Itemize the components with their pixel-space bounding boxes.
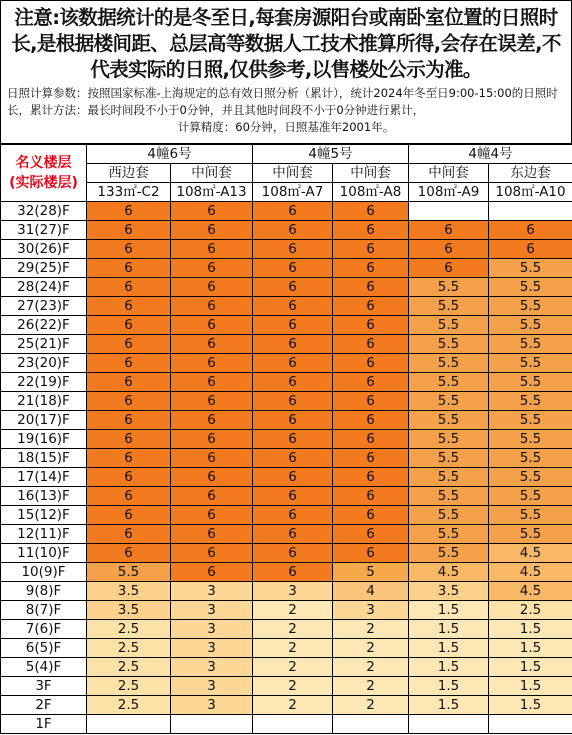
sunlight-hours-cell — [409, 202, 489, 221]
sunlight-hours-cell: 1.5 — [489, 696, 572, 715]
sunlight-hours-cell: 6 — [171, 335, 253, 354]
sunlight-hours-cell: 3.5 — [87, 582, 171, 601]
sunlight-hours-cell: 2 — [253, 601, 333, 620]
floor-label: 20(17)F — [1, 411, 87, 430]
table-row — [1, 316, 572, 335]
sunlight-hours-cell: 4.5 — [409, 563, 489, 582]
table-row — [1, 677, 572, 696]
sunlight-hours-cell: 5.5 — [489, 487, 572, 506]
sunlight-hours-cell: 6 — [333, 278, 409, 297]
sunlight-hours-cell: 6 — [171, 430, 253, 449]
unit-type: 108㎡-A8 — [333, 183, 409, 202]
sunlight-hours-cell: 6 — [333, 259, 409, 278]
sunlight-hours-cell: 5 — [333, 563, 409, 582]
sunlight-hours-cell: 6 — [87, 449, 171, 468]
sunlight-hours-cell: 6 — [87, 392, 171, 411]
floor-label: 27(23)F — [1, 297, 87, 316]
sunlight-hours-cell: 3 — [171, 677, 253, 696]
sunlight-hours-cell: 3 — [171, 601, 253, 620]
sunlight-hours-cell: 1.5 — [409, 639, 489, 658]
sunlight-hours-cell: 5.5 — [489, 411, 572, 430]
sunlight-hours-cell: 6 — [253, 506, 333, 525]
table-row — [1, 544, 572, 563]
sunlight-hours-cell: 6 — [253, 240, 333, 259]
table-row — [1, 525, 572, 544]
sunlight-hours-cell: 6 — [409, 240, 489, 259]
sunlight-hours-cell: 5.5 — [409, 392, 489, 411]
sunlight-hours-cell: 6 — [333, 430, 409, 449]
floor-label: 16(13)F — [1, 487, 87, 506]
sunlight-hours-cell: 6 — [171, 487, 253, 506]
sunlight-hours-cell: 3 — [171, 658, 253, 677]
unit-position: 中间套 — [171, 164, 253, 183]
sunlight-hours-cell: 6 — [171, 392, 253, 411]
sunlight-table — [0, 144, 572, 734]
floor-label: 30(26)F — [1, 240, 87, 259]
sunlight-hours-cell: 5.5 — [489, 316, 572, 335]
sunlight-hours-cell: 6 — [253, 392, 333, 411]
sunlight-hours-cell: 5.5 — [489, 335, 572, 354]
unit-position: 中间套 — [333, 164, 409, 183]
floor-label: 18(15)F — [1, 449, 87, 468]
sunlight-hours-cell: 1.5 — [489, 639, 572, 658]
unit-type: 108㎡-A10 — [489, 183, 572, 202]
sunlight-hours-cell: 5.5 — [409, 468, 489, 487]
sunlight-hours-cell: 5.5 — [489, 525, 572, 544]
floor-label: 23(20)F — [1, 354, 87, 373]
unit-type-row — [1, 183, 572, 202]
building-header-row — [1, 145, 572, 164]
sunlight-hours-cell: 3 — [253, 582, 333, 601]
sunlight-hours-cell: 6 — [333, 392, 409, 411]
sunlight-hours-cell: 6 — [253, 525, 333, 544]
table-row — [1, 202, 572, 221]
sunlight-hours-cell: 6 — [253, 544, 333, 563]
sunlight-hours-cell: 2.5 — [87, 658, 171, 677]
table-row — [1, 297, 572, 316]
floor-label: 9(8)F — [1, 582, 87, 601]
sunlight-hours-cell: 6 — [253, 468, 333, 487]
sunlight-hours-cell: 6 — [333, 487, 409, 506]
floor-label: 7(6)F — [1, 620, 87, 639]
sunlight-hours-cell: 5.5 — [489, 392, 572, 411]
sunlight-hours-cell: 6 — [253, 449, 333, 468]
sunlight-hours-cell: 1.5 — [409, 620, 489, 639]
sunlight-hours-cell: 5.5 — [409, 430, 489, 449]
sunlight-hours-cell: 6 — [87, 202, 171, 221]
sunlight-hours-cell: 1.5 — [409, 696, 489, 715]
sunlight-hours-cell: 6 — [171, 278, 253, 297]
table-row — [1, 449, 572, 468]
sunlight-hours-cell: 6 — [253, 487, 333, 506]
sunlight-hours-cell: 1.5 — [409, 658, 489, 677]
sunlight-hours-cell: 4.5 — [489, 563, 572, 582]
sunlight-hours-cell: 4 — [333, 582, 409, 601]
table-row — [1, 335, 572, 354]
table-row — [1, 715, 572, 734]
sunlight-hours-cell: 6 — [333, 468, 409, 487]
sunlight-hours-cell: 6 — [171, 544, 253, 563]
sunlight-hours-cell: 2 — [333, 639, 409, 658]
unit-position: 中间套 — [409, 164, 489, 183]
sunlight-hours-cell: 6 — [87, 316, 171, 335]
table-row — [1, 430, 572, 449]
sunlight-hours-cell: 2.5 — [87, 620, 171, 639]
unit-position: 中间套 — [253, 164, 333, 183]
sunlight-hours-cell: 6 — [171, 221, 253, 240]
table-row — [1, 240, 572, 259]
floor-label: 29(25)F — [1, 259, 87, 278]
sunlight-hours-cell: 6 — [87, 430, 171, 449]
table-row — [1, 582, 572, 601]
sunlight-hours-cell: 5.5 — [409, 506, 489, 525]
sunlight-hours-cell: 6 — [171, 202, 253, 221]
floor-label: 17(14)F — [1, 468, 87, 487]
table-row — [1, 259, 572, 278]
sunlight-hours-cell: 6 — [333, 297, 409, 316]
sunlight-hours-cell: 6 — [253, 316, 333, 335]
sunlight-hours-cell: 6 — [87, 354, 171, 373]
sunlight-hours-cell: 6 — [253, 259, 333, 278]
sunlight-hours-cell: 5.5 — [409, 278, 489, 297]
sunlight-hours-cell — [171, 715, 253, 734]
sunlight-hours-cell — [87, 715, 171, 734]
table-row — [1, 601, 572, 620]
sunlight-hours-cell: 6 — [171, 506, 253, 525]
sunlight-hours-cell: 5.5 — [409, 297, 489, 316]
table-row — [1, 620, 572, 639]
floor-label: 32(28)F — [1, 202, 87, 221]
sunlight-hours-cell: 2 — [253, 639, 333, 658]
floor-column-header — [1, 145, 87, 202]
table-body — [1, 202, 572, 734]
unit-type: 133㎡-C2 — [87, 183, 171, 202]
sunlight-hours-cell: 2 — [333, 696, 409, 715]
sunlight-hours-cell: 6 — [87, 240, 171, 259]
floor-label: 28(24)F — [1, 278, 87, 297]
unit-position: 东边套 — [489, 164, 572, 183]
sunlight-hours-cell: 6 — [409, 221, 489, 240]
sunlight-hours-cell: 5.5 — [409, 449, 489, 468]
sunlight-hours-cell: 5.5 — [409, 525, 489, 544]
sunlight-hours-cell: 2.5 — [489, 601, 572, 620]
sunlight-hours-cell: 6 — [171, 525, 253, 544]
sunlight-hours-cell: 6 — [87, 335, 171, 354]
sunlight-hours-cell — [489, 202, 572, 221]
sunlight-hours-cell: 2.5 — [87, 696, 171, 715]
floor-label: 31(27)F — [1, 221, 87, 240]
sunlight-hours-cell: 6 — [87, 411, 171, 430]
sunlight-hours-cell: 5.5 — [489, 449, 572, 468]
table-row — [1, 487, 572, 506]
table-row — [1, 392, 572, 411]
sunlight-hours-cell: 3 — [171, 696, 253, 715]
sunlight-hours-cell: 6 — [409, 259, 489, 278]
sunlight-hours-cell: 6 — [87, 278, 171, 297]
table-row — [1, 563, 572, 582]
sunlight-hours-cell: 6 — [333, 354, 409, 373]
sunlight-hours-cell: 5.5 — [409, 544, 489, 563]
floor-label: 22(19)F — [1, 373, 87, 392]
floor-label: 11(10)F — [1, 544, 87, 563]
sunlight-hours-cell — [333, 715, 409, 734]
floor-label: 1F — [1, 715, 87, 734]
floor-label: 10(9)F — [1, 563, 87, 582]
sunlight-hours-cell: 5.5 — [409, 411, 489, 430]
sunlight-hours-cell: 6 — [87, 221, 171, 240]
sunlight-hours-cell: 6 — [171, 373, 253, 392]
sunlight-hours-cell: 5.5 — [489, 430, 572, 449]
sunlight-hours-cell: 6 — [333, 240, 409, 259]
unit-type: 108㎡-A7 — [253, 183, 333, 202]
sunlight-hours-cell: 5.5 — [489, 373, 572, 392]
sunlight-hours-cell: 6 — [253, 373, 333, 392]
notice-main-text: 注意:该数据统计的是冬至日,每套房源阳台或南卧室位置的日照时长,是根据楼间距、总层高等数据人工技术推算所得,会存在误差,不代表实际的日照,仅供参考,以售楼处公示为准。 — [11, 6, 561, 81]
sunlight-hours-cell — [489, 715, 572, 734]
sunlight-hours-cell: 6 — [171, 468, 253, 487]
sunlight-hours-cell: 5.5 — [409, 373, 489, 392]
sunlight-hours-cell: 6 — [253, 202, 333, 221]
sunlight-hours-cell — [253, 715, 333, 734]
sunlight-hours-cell: 6 — [253, 563, 333, 582]
floor-label: 12(11)F — [1, 525, 87, 544]
sunlight-hours-cell: 6 — [253, 430, 333, 449]
table-row — [1, 221, 572, 240]
sunlight-hours-cell: 1.5 — [489, 677, 572, 696]
sunlight-hours-cell: 6 — [171, 240, 253, 259]
sunlight-hours-cell: 6 — [87, 259, 171, 278]
sunlight-hours-cell: 2 — [333, 677, 409, 696]
sunlight-hours-cell: 6 — [171, 449, 253, 468]
floor-label: 3F — [1, 677, 87, 696]
sunlight-hours-cell: 2.5 — [87, 677, 171, 696]
sunlight-hours-cell: 6 — [87, 373, 171, 392]
sunlight-hours-cell: 6 — [333, 449, 409, 468]
floor-label: 5(4)F — [1, 658, 87, 677]
notice-panel — [0, 0, 572, 144]
sunlight-hours-cell: 4.5 — [489, 544, 572, 563]
sunlight-hours-cell: 6 — [253, 297, 333, 316]
sunlight-hours-cell: 6 — [253, 335, 333, 354]
sunlight-hours-cell: 4.5 — [489, 582, 572, 601]
sunlight-hours-cell — [409, 715, 489, 734]
sunlight-hours-cell: 1.5 — [409, 677, 489, 696]
floor-label: 15(12)F — [1, 506, 87, 525]
floor-label: 25(21)F — [1, 335, 87, 354]
sunlight-hours-cell: 5.5 — [489, 259, 572, 278]
sunlight-hours-cell: 6 — [253, 354, 333, 373]
sunlight-hours-cell: 6 — [333, 411, 409, 430]
sunlight-hours-cell: 2 — [253, 620, 333, 639]
sunlight-hours-cell: 5.5 — [409, 487, 489, 506]
sunlight-hours-cell: 6 — [87, 544, 171, 563]
sunlight-hours-cell: 6 — [489, 221, 572, 240]
sunlight-hours-cell: 6 — [333, 544, 409, 563]
sunlight-hours-cell: 6 — [87, 297, 171, 316]
sunlight-hours-cell: 6 — [87, 506, 171, 525]
table-row — [1, 354, 572, 373]
table-row — [1, 696, 572, 715]
sunlight-hours-cell: 6 — [171, 316, 253, 335]
table-row — [1, 411, 572, 430]
sunlight-hours-cell: 6 — [333, 373, 409, 392]
building-header: 4幢5号 — [253, 145, 409, 164]
sunlight-hours-cell: 1.5 — [489, 620, 572, 639]
floor-label: 2F — [1, 696, 87, 715]
sunlight-hours-cell: 6 — [171, 259, 253, 278]
unit-position: 西边套 — [87, 164, 171, 183]
sunlight-hours-cell: 6 — [333, 221, 409, 240]
floor-label: 8(7)F — [1, 601, 87, 620]
sunlight-hours-cell: 2 — [253, 677, 333, 696]
sunlight-hours-cell: 6 — [171, 297, 253, 316]
sunlight-hours-cell: 6 — [171, 563, 253, 582]
building-header: 4幢6号 — [87, 145, 253, 164]
sunlight-hours-cell: 6 — [333, 525, 409, 544]
table-row — [1, 506, 572, 525]
table-row — [1, 278, 572, 297]
sunlight-hours-cell: 3.5 — [409, 582, 489, 601]
sunlight-hours-cell: 5.5 — [489, 278, 572, 297]
sunlight-hours-cell: 3 — [171, 620, 253, 639]
sunlight-hours-cell: 6 — [171, 354, 253, 373]
sunlight-hours-cell: 5.5 — [489, 468, 572, 487]
sunlight-hours-cell: 3.5 — [87, 601, 171, 620]
sunlight-hours-cell: 1.5 — [489, 658, 572, 677]
building-header: 4幢4号 — [409, 145, 572, 164]
sunlight-hours-cell: 6 — [87, 487, 171, 506]
sunlight-hours-cell: 5.5 — [409, 316, 489, 335]
sunlight-hours-cell: 2 — [333, 658, 409, 677]
table-row — [1, 468, 572, 487]
table-row — [1, 658, 572, 677]
sunlight-hours-cell: 2.5 — [87, 639, 171, 658]
sunlight-hours-cell: 6 — [333, 316, 409, 335]
sunlight-hours-cell: 6 — [489, 240, 572, 259]
floor-label: 26(22)F — [1, 316, 87, 335]
sunlight-hours-cell: 2 — [253, 696, 333, 715]
sunlight-hours-cell: 3 — [171, 582, 253, 601]
sunlight-hours-cell: 6 — [253, 278, 333, 297]
floor-label: 19(16)F — [1, 430, 87, 449]
unit-type: 108㎡-A9 — [409, 183, 489, 202]
floor-header-text: 名义楼层 (实际楼层) — [9, 155, 78, 191]
sunlight-hours-cell: 6 — [253, 221, 333, 240]
sunlight-hours-cell: 2 — [253, 658, 333, 677]
table-row — [1, 639, 572, 658]
sunlight-hours-cell: 6 — [333, 506, 409, 525]
sunlight-hours-cell: 5.5 — [409, 354, 489, 373]
sunlight-hours-cell: 5.5 — [409, 335, 489, 354]
calc-precision-text: 计算精度：60分钟，日照基准年2001年。 — [177, 120, 395, 134]
floor-label: 21(18)F — [1, 392, 87, 411]
sunlight-hours-cell: 6 — [333, 202, 409, 221]
unit-position-row — [1, 164, 572, 183]
table-row — [1, 373, 572, 392]
sunlight-hours-cell: 1.5 — [409, 601, 489, 620]
notice-params — [1, 83, 571, 136]
sunlight-hours-cell: 6 — [87, 525, 171, 544]
sunlight-hours-cell: 5.5 — [489, 506, 572, 525]
unit-type: 108㎡-A13 — [171, 183, 253, 202]
sunlight-hours-cell: 6 — [87, 468, 171, 487]
sunlight-hours-cell: 3 — [171, 639, 253, 658]
floor-label: 6(5)F — [1, 639, 87, 658]
sunlight-hours-cell: 3 — [333, 601, 409, 620]
calc-params-text: 日照计算参数：按照国家标准-上海规定的总有效日照分析（累计），统计2024年冬至日9:00-15:00的日照时长，累计方法：最长时间段不小于0分钟，并且其他时间段不小于0分钟进行累计， — [7, 86, 558, 117]
sunlight-hours-cell: 5.5 — [489, 297, 572, 316]
sunlight-hours-cell: 6 — [171, 411, 253, 430]
sunlight-hours-cell: 6 — [333, 335, 409, 354]
sunlight-hours-cell: 2 — [333, 620, 409, 639]
sunlight-hours-cell: 6 — [253, 411, 333, 430]
sunlight-hours-cell: 5.5 — [489, 354, 572, 373]
sunlight-hours-cell: 5.5 — [87, 563, 171, 582]
